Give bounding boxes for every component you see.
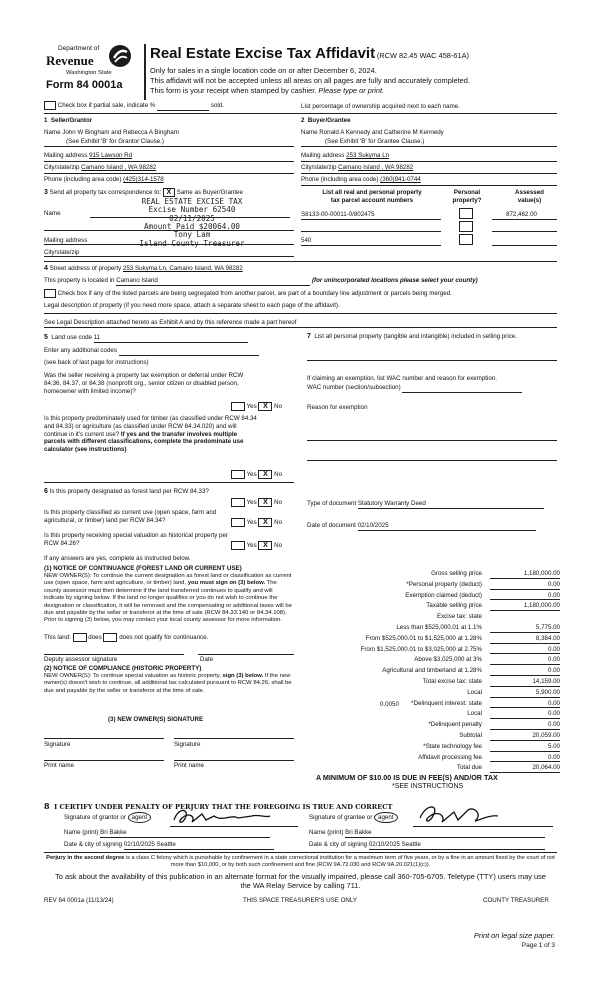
dor-logo [44, 44, 144, 96]
buyer-phone[interactable]: (360)941-0744 [380, 176, 421, 183]
location-select[interactable]: Camano Island [116, 277, 310, 286]
tax-row-value[interactable]: 0.00 [490, 667, 560, 676]
this-land-row: This land: does does not qualify for continuance. [44, 634, 209, 642]
grantor-agent-circled: agent [128, 812, 151, 823]
reason-row: Reason for exemption [307, 404, 368, 411]
stamp-treasurer-name: Tony Lam [173, 230, 211, 240]
tax-row-label: Gross selling price [431, 570, 482, 577]
tax-row-label: Exemption claimed (deduct) [405, 591, 482, 599]
tax-row-label: *Delinquent penalty [428, 721, 482, 729]
historic-question: Is this property receiving special valuation as historical property per RCW 84.26? [44, 532, 228, 547]
exemption-yes-checkbox[interactable] [231, 402, 245, 411]
certify-statement: 8 I CERTIFY UNDER PENALTY OF PERJURY THAT THE FOREGOING IS TRUE AND CORRECT [44, 801, 393, 811]
seller-mailing-address[interactable]: 915 Lawson Rd [89, 152, 133, 159]
page-number: Page 1 of 3 [521, 942, 555, 949]
grantor-name-field[interactable]: Bri Bakke [100, 829, 270, 838]
additional-codes-field[interactable] [119, 347, 259, 356]
tax-row [300, 570, 560, 580]
tax-row-label: Affidavit processing fee [418, 753, 482, 761]
tax-row-value[interactable]: 0.00 [490, 754, 560, 763]
correspondence-row: 3 Send all property tax correspondence to: X Same as Buyer/Grantee [44, 189, 243, 197]
exemption-no-checkbox[interactable]: X [258, 402, 272, 411]
tax-row-value[interactable]: 0.00 [490, 581, 560, 590]
seller-city[interactable]: Camano Island , WA 98282 [81, 164, 157, 171]
land-use-row: 5 Land use code 11 [44, 334, 248, 343]
document-type-row: Type of document Statutory Warranty Deed [307, 500, 544, 509]
partial-sale-row [44, 101, 224, 111]
county-treasurer-label: COUNTY TREASURER [483, 897, 549, 904]
corr-mail-label: Mailing address [44, 237, 88, 244]
tax-row [300, 656, 560, 666]
buyer-city-row: City/state/zip Camano Island , WA 98282 [301, 164, 414, 171]
tax-row [300, 732, 560, 742]
seller-name[interactable]: John W Bingham and Rebecca A Bingham [62, 129, 179, 136]
stamp-date: 02/11/2025 [169, 213, 215, 223]
seller-name-row: Name John W Bingham and Rebecca A Bingham [44, 129, 179, 136]
seller-mail-row: Mailing address 915 Lawson Rd [44, 152, 133, 159]
tax-row-value[interactable]: 0.00 [490, 592, 560, 601]
tax-row [300, 624, 560, 634]
current-use-yes-no: Yes X No [231, 518, 282, 527]
buyer-name-row: Name Ronald A Kennedy and Catherine M Kennedy [301, 129, 444, 136]
revenue-emblem-icon [108, 44, 132, 68]
buyer-name2: (See Exhibit 'B' for Grantee Clause.) [325, 138, 425, 145]
legal-paper-note: Print on legal size paper. [473, 931, 555, 940]
tax-row-value[interactable]: 14,159.00 [490, 678, 560, 687]
tax-row-value[interactable]: 5.00 [490, 743, 560, 752]
partial-sale-note: List percentage of ownership acquired next to each name. [301, 103, 460, 110]
current-use-no-checkbox[interactable]: X [258, 518, 272, 527]
header-line2: This affidavit will not be accepted unless all areas on all pages are fully and accurately completed. [150, 76, 470, 85]
header-line1: Only for sales in a single location code on or after December 6, 2024. [150, 66, 377, 75]
see-instructions-note: *SEE INSTRUCTIONS [392, 783, 464, 790]
type-print-note: Please type or print. [318, 86, 385, 95]
buyer-phone-row: Phone (including area code) (360)941-0744 [301, 176, 421, 183]
grantee-date-row: Date & city of signing 02/10/2025 Seattle [309, 841, 545, 850]
grantee-date-field[interactable]: 02/10/2025 Seattle [369, 841, 545, 850]
title-text: Real Estate Excise Tax Affidavit [150, 45, 376, 62]
corr-city-label: City/state/zip [44, 249, 80, 256]
grantee-signature[interactable] [418, 802, 502, 828]
personal-property-label: 7 List all personal property (tangible and intangible) included in selling price. [307, 333, 517, 340]
grantee-agent-circled: agent [374, 812, 397, 823]
assessed-value-1[interactable]: 872,462.00 [506, 211, 537, 218]
forest-no-checkbox[interactable]: X [258, 498, 272, 507]
divider [44, 113, 557, 114]
notice-compliance-heading: (2) NOTICE OF COMPLIANCE (HISTORIC PROPERTY) [44, 665, 202, 672]
seller-heading: 1 Seller/Grantor [44, 117, 93, 124]
header-line3 [150, 86, 384, 95]
buyer-heading: 2 Buyer/Grantee [301, 117, 351, 124]
tax-row-value[interactable]: 8,384.00 [490, 635, 560, 644]
tax-row-value[interactable]: 0.00 [490, 656, 560, 665]
forest-question: 6 Is this property designated as forest land per RCW 84.33? [44, 488, 209, 495]
tax-row-label: Subtotal [459, 732, 482, 739]
local-rate: 0.0050 [380, 701, 399, 708]
dept-line3: Washington State [66, 70, 112, 76]
corr-name-label: Name [44, 210, 61, 217]
partial-sale-checkbox[interactable] [44, 101, 56, 110]
tax-row [300, 689, 560, 699]
deputy-date-label: Date [200, 656, 214, 663]
revision-number: REV 84 0001a (11/13/24) [44, 897, 114, 904]
alternate-format-notice: To ask about the availability of this publication in an alternate format for the visually impaired, please call 360-705-6705. Teletype (TTY) users may use the WA Relay Service by calling 711. [55, 872, 546, 891]
document-date-field[interactable]: 02/10/2025 [358, 522, 536, 531]
historic-yes-checkbox[interactable] [231, 541, 245, 550]
buyer-city[interactable]: Camano Island , WA 98282 [338, 164, 414, 171]
new-owner-signature-heading: (3) NEW OWNER(S) SIGNATURE [108, 716, 204, 723]
grantor-signature[interactable] [172, 806, 272, 828]
form-title [150, 45, 469, 64]
tax-row-value[interactable]: 0.00 [490, 710, 560, 719]
tax-row-value[interactable]: 20,059.00 [490, 732, 560, 741]
personal-property-checkbox-2[interactable] [459, 221, 473, 232]
location-note: (for unincorporated locations please select your county) [311, 277, 478, 284]
timber-yes-no: Yes X No [231, 470, 282, 479]
land-use-code-field[interactable]: 11 [94, 334, 248, 343]
tax-row [300, 700, 560, 710]
partial-sale-percent-field[interactable] [157, 102, 209, 111]
tax-row-label: Local [467, 710, 482, 718]
personal-property-checkbox-1[interactable] [459, 208, 473, 219]
grantor-name-row: Name (print) Bri Bakke [64, 829, 270, 838]
notice-compliance-body: NEW OWNER(S): To continue special valuation as historic property, sign (3) below. If the new owner(s) doesn't wish to continue, all additional tax calculated pursuant to RCW 84.26, shall be due and payable by the seller or transferor at the time of sale. [44, 673, 292, 694]
street-address-row: 4 Street address of property 253 Sukyma Ln, Camano Island, WA 98282 [44, 265, 243, 272]
notice-continuance-body: NEW OWNER(S): To continue the current designation as forest land or classification as current use (open space, farm and agriculture, or timber) land, you must sign on (3) below. The county assessor must then determine if the land transferred continues to qualify and will indicate by signing below. If the land no longer qualifies or you do not wish to continue the designation or classification, it will be removed and the compensating or additional taxes will be due and payable by the seller or transferor at the time of sale (RCW 84.33.140 or 84.34.108). Prior to signing (3) below, you may contact your local county assessor for more information. [44, 573, 292, 624]
signature-label-1: Signature [44, 741, 71, 748]
tax-row [300, 646, 560, 656]
parcel-number-1[interactable]: S8133-00-00011-0/802475 [301, 211, 375, 218]
tax-row [300, 754, 560, 764]
deputy-assessor-label: Deputy assessor signature [44, 656, 118, 663]
print-name-label-1: Print name [44, 762, 74, 769]
tax-row-value[interactable]: 0.00 [490, 721, 560, 730]
tax-row-label: *Personal property (deduct) [406, 580, 482, 588]
parcel-header-3: Assessed value(s) [515, 189, 544, 204]
tax-row-label: *State technology fee [423, 742, 482, 750]
grantee-name-field[interactable]: Bri Bakke [345, 829, 545, 838]
print-name-label-2: Print name [174, 762, 204, 769]
dept-line2: Revenue [46, 53, 94, 68]
tax-row-label: Above $3,025,000 at 3% [414, 656, 482, 664]
tax-row-label: Taxable selling price [426, 602, 482, 610]
forest-yes-no: Yes X No [231, 498, 282, 507]
exemption-claim-label: If claiming an exemption, list WAC number and reason for exemption. [307, 375, 497, 382]
historic-no-checkbox[interactable]: X [258, 541, 272, 550]
tax-row-label: Total excise tax: state [422, 678, 482, 685]
does-not-qualify-checkbox[interactable] [103, 633, 117, 642]
stamp-treasurer-title: Island County Treasurer [139, 238, 245, 248]
seller-city-row: City/state/zip Camano Island , WA 98282 [44, 164, 157, 171]
buyer-mail-row: Mailing address 253 Sukyma Ln [301, 152, 390, 159]
title-ref: (RCW 82.45 WAC 458-61A) [376, 51, 469, 60]
parcel-header-2: Personal property? [452, 189, 482, 204]
tax-row [300, 613, 560, 623]
tax-row-value[interactable]: 1,180,000.00 [490, 570, 560, 579]
legal-description-text[interactable]: See Legal Description attached hereto as Exhibit A and by this reference made a part hereof [44, 319, 297, 326]
tax-row-label: Total due [456, 764, 482, 772]
document-type-field[interactable]: Statutory Warranty Deed [358, 500, 544, 509]
personal-property-checkbox-3[interactable] [459, 234, 473, 245]
tax-row-value[interactable]: 5,900.00 [490, 689, 560, 698]
see-back-note: (see back of last page for instructions) [44, 359, 149, 366]
tax-row-value[interactable]: 0.00 [490, 646, 560, 655]
header-divider [144, 44, 146, 100]
current-use-question: Is this property classified as current use (open space, farm and agricultural, or timber) land per RCW 84.34? [44, 509, 217, 524]
segregation-checkbox[interactable] [44, 289, 56, 298]
timber-no-checkbox[interactable]: X [258, 470, 272, 479]
does-qualify-checkbox[interactable] [73, 633, 87, 642]
tax-row-value[interactable]: 20,064.00 [490, 764, 560, 773]
wac-row: WAC number (section/subsection) [307, 384, 522, 393]
tax-row [300, 678, 560, 688]
tax-row [300, 635, 560, 645]
forest-yes-checkbox[interactable] [231, 498, 245, 507]
same-as-buyer-checkbox[interactable]: X [163, 188, 175, 197]
exemption-question: Was the seller receiving a property tax exemption or deferral under RCW 84.36, 84.37, or 84.38 (nonprofit org., senior citizen or disabled person, homeowner with limited income)? [44, 372, 244, 395]
buyer-name[interactable]: Ronald A Kennedy and Catherine M Kennedy [319, 129, 444, 136]
historic-yes-no: Yes X No [231, 541, 282, 550]
legal-description-label: Legal description of property (if you need more space, attach a separate sheet to each page of the affidavit). [44, 302, 340, 309]
parcel-header-1: List all real and personal property tax parcel account numbers [322, 189, 422, 204]
tax-row [300, 581, 560, 591]
exemption-yes-no: Yes X No [231, 402, 282, 411]
grantee-signature-row: Signature of grantee or agent [309, 814, 398, 822]
tax-row-label: *Delinquent interest: state [411, 699, 482, 707]
tax-row [300, 743, 560, 753]
tax-row-label: Less than $525,000.01 at 1.1% [396, 624, 482, 631]
tax-row-value[interactable]: 1,180,000.00 [490, 602, 560, 611]
buyer-mailing-address[interactable]: 253 Sukyma Ln [346, 152, 390, 159]
seller-phone-row: Phone (including area code) (425)314-1578 [44, 176, 164, 183]
tax-row-value[interactable]: 5,775.00 [490, 624, 560, 633]
tax-row [300, 602, 560, 612]
grantor-signature-row: Signature of grantor or agent [64, 814, 151, 822]
form-number: Form 84 0001a [46, 79, 123, 91]
dept-line1: Department of [58, 45, 100, 52]
tax-row-label: From $1,525,000.01 to $3,025,000 at 2.75% [360, 645, 482, 653]
perjury-notice: Perjury in the second degree is a class C felony which is punishable by confinement in a state correctional institution for a maximum term of five years, or by a fine in an amount fixed by the court of not more than $10,000, or by both such confinement and fine (RCW 9A.72.030 and RCW 9A.20.021(1)(c)). [46, 855, 555, 869]
grantee-name-row: Name (print) Bri Bakke [309, 829, 545, 838]
segregation-row: Check box if any of the listed parcels are being segregated from another parcel, are part of a boundary line adjustment or parcels being merged. [44, 289, 452, 298]
partial-sale-label: Check box if partial sale, indicate % [57, 102, 156, 110]
partial-sale-sold: sold. [210, 102, 224, 110]
location-row: This property is located in Camano Island (for unincorporated locations please select your county) [44, 277, 478, 284]
if-any-yes: If any answers are yes, complete as instructed below. [44, 555, 191, 562]
tax-row [300, 721, 560, 731]
stamp-line1: REAL ESTATE EXCISE TAX [141, 197, 243, 206]
wac-field[interactable] [402, 384, 522, 393]
tax-row-value[interactable]: 0.00 [490, 700, 560, 709]
additional-codes-row: Enter any additional codes [44, 347, 259, 356]
grantor-date-row: Date & city of signing 02/10/2025 Seattle [64, 841, 274, 850]
document-date-row: Date of document 02/10/2025 [307, 522, 536, 531]
timber-question: Is this property predominately used for timber (as classified under RCW 84.34 and 84.33) or agriculture (as classified under RCW 84.34.020) and will continue in it's current use? If yes and the transfer involves multiple parcels with different classifications, complete the predominate use calculator (see instructions) [44, 415, 257, 453]
tax-row-label: Excise tax: state [436, 613, 482, 621]
stamp-amount-paid: Amount Paid $20064.00 [143, 222, 240, 232]
signature-label-2: Signature [174, 741, 201, 748]
notice-continuance-heading: (1) NOTICE OF CONTINUANCE (FOREST LAND OR CURRENT USE) [44, 565, 242, 572]
tax-row [300, 592, 560, 602]
receipt-note: This form is your receipt when stamped by cashier. [150, 86, 317, 95]
timber-yes-checkbox[interactable] [231, 470, 245, 479]
stamp-excise-number: Excise Number 62540 [148, 205, 236, 215]
property-street-address[interactable]: 253 Sukyma Ln, Camano Island, WA 98282 [122, 265, 243, 272]
tax-row-label: From $525,000.01 to $1,525,000 at 1.28% [365, 634, 482, 642]
seller-name2: (See Exhibit 'B' for Grantor Clause.) [66, 138, 164, 145]
treasurer-use-only: THIS SPACE TREASURER'S USE ONLY [243, 897, 357, 904]
tax-row [300, 710, 560, 720]
minimum-fee-note: A MINIMUM OF $10.00 IS DUE IN FEE(S) AND/OR TAX [316, 773, 498, 782]
treasurer-stamp [92, 198, 292, 248]
grantor-date-field[interactable]: 02/10/2025 Seattle [124, 841, 274, 850]
parcel-number-3[interactable]: 540 [301, 237, 312, 244]
tax-row-label: Local [467, 688, 482, 696]
seller-phone[interactable]: (425)314-1578 [123, 176, 164, 183]
current-use-yes-checkbox[interactable] [231, 518, 245, 527]
tax-row-label: Agricultural and timberland at 1.28% [382, 667, 482, 675]
tax-row [300, 667, 560, 677]
